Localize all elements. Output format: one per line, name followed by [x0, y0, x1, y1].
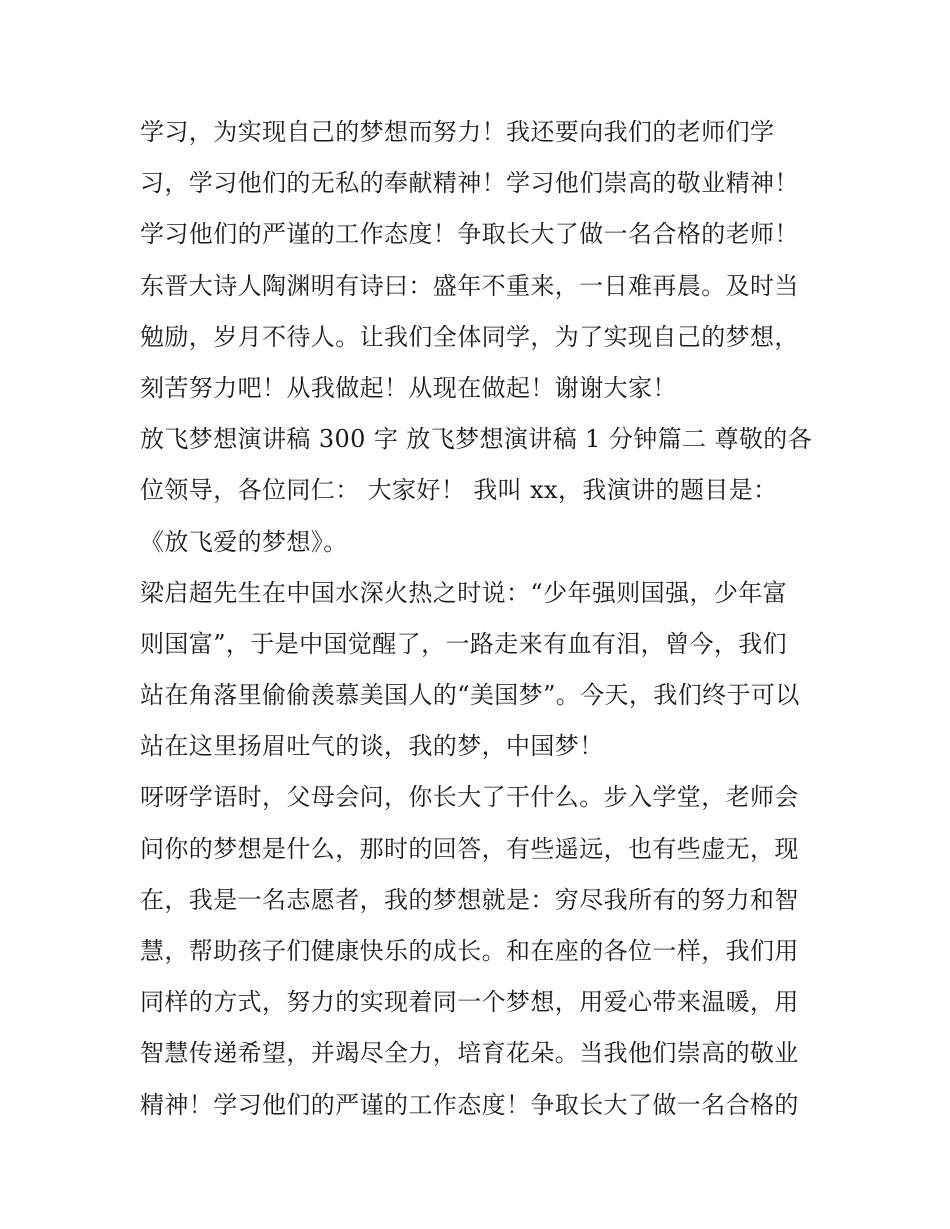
text-line: 则国富”，于是中国觉醒了，一路走来有血有泪，曾今，我们	[140, 629, 788, 658]
text-line: 精神！学习他们的严谨的工作态度！争取长大了做一名合格的	[140, 1090, 799, 1119]
text-line: 站在角落里偷偷羡慕美国人的“美国梦”。今天，我们终于可以	[140, 681, 800, 710]
text-line: 勉励，岁月不待人。让我们全体同学，为了实现自己的梦想，	[140, 322, 799, 351]
text-line: 东晋大诗人陶渊明有诗曰：盛年不重来，一日难再晨。及时当	[140, 271, 799, 300]
text-line: 慧，帮助孩子们健康快乐的成长。和在座的各位一样，我们用	[140, 937, 799, 965]
document-body	[140, 107, 820, 1131]
text-line: 问你的梦想是什么，那时的回答，有些遥远，也有些虚无，现	[140, 834, 799, 863]
text-line: 《放飞爱的梦想》。	[140, 527, 348, 556]
text-line: 习，学习他们的无私的奉献精神！学习他们崇高的敬业精神！	[140, 169, 799, 198]
text-line: 呀呀学语时，父母会问，你长大了干什么。步入学堂，老师会	[140, 783, 799, 812]
text-line: 刻苦努力吧！从我做起！从现在做起！谢谢大家！	[140, 373, 677, 402]
text-line: 站在这里扬眉吐气的谈，我的梦，中国梦！	[140, 732, 604, 761]
text-line: 智慧传递希望，并竭尽全力，培育花朵。当我他们崇高的敬业	[140, 1039, 799, 1068]
text-line: 在，我是一名志愿者，我的梦想就是：穷尽我所有的努力和智	[140, 885, 799, 914]
text-line: 学习他们的严谨的工作态度！争取长大了做一名合格的老师！	[140, 220, 799, 249]
text-line: 同样的方式，努力的实现着同一个梦想，用爱心带来温暖，用	[140, 988, 799, 1017]
text-line: 梁启超先生在中国水深火热之时说：“少年强则国强，少年富	[140, 578, 788, 607]
text-line: 放飞梦想演讲稿 300 字 放飞梦想演讲稿 1 分钟篇二 尊敬的各	[140, 425, 813, 454]
text-line: 学习，为实现自己的梦想而努力！我还要向我们的老师们学	[140, 118, 775, 146]
text-line: 位领导，各位同仁： 大家好！ 我叫 xx，我演讲的题目是：	[140, 476, 778, 505]
